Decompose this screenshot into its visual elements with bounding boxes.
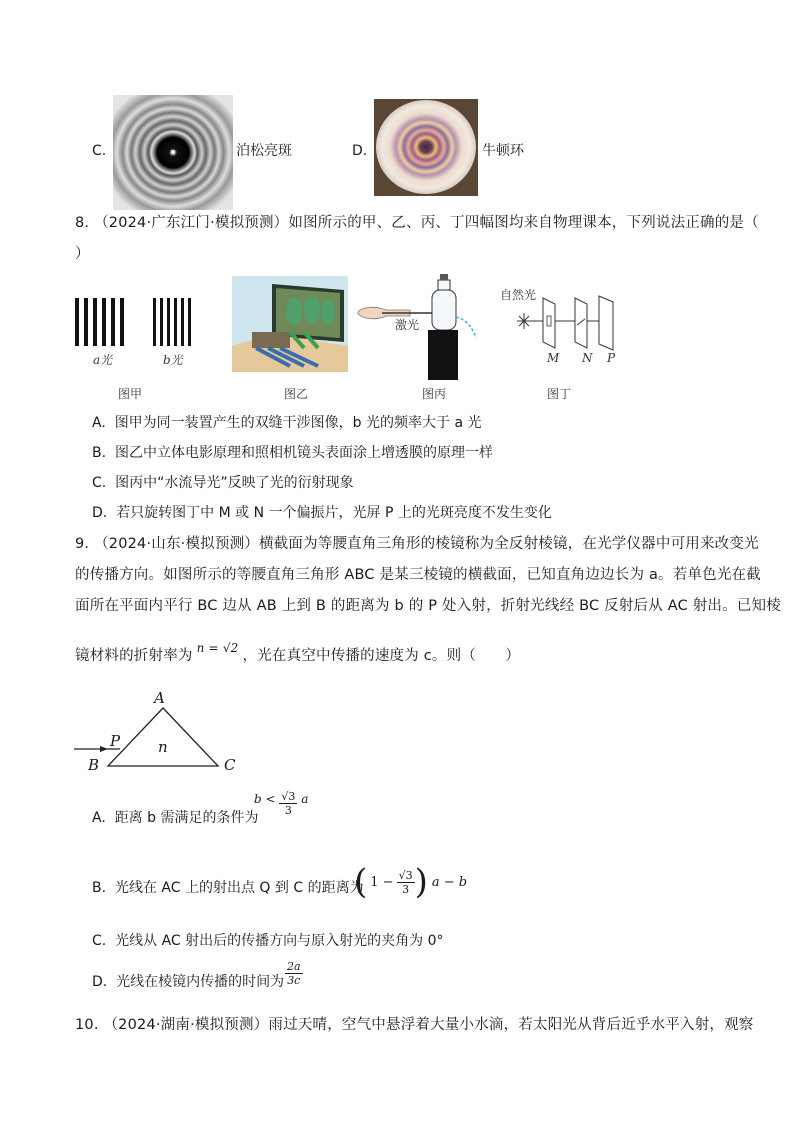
poisson-spot-image — [113, 95, 233, 210]
q9-stem-line3: 面所在平面内平行 BC 边从 AB 上到 B 的距离为 b 的 P 处入射，折射光线经 BC 反射后从 AC 射出。已知棱 — [75, 598, 781, 614]
caption-bing: 图丙 — [422, 387, 447, 401]
q8-number: 8. — [75, 215, 90, 231]
q8-source: （2024·广东江门·模拟预测） — [94, 215, 289, 231]
q8-stem-line1: 如图所示的甲、乙、丙、丁四幅图均来自物理课本，下列说法正确的是（ — [288, 215, 759, 231]
q8-stem — [75, 213, 759, 233]
q8-stem-line2: ） — [75, 246, 90, 262]
q9-option-a-formula: b < $\frac{√3}{3}$ a — [254, 790, 309, 817]
q7-option-c-letter: C. — [92, 143, 107, 159]
point-p: P — [110, 732, 121, 750]
q9-stem-line1: 9. （2024·山东·模拟预测）横截面为等腰直角三角形的棱镜称为全反射棱镜，在光学仪器中可用来改变光 — [75, 536, 759, 552]
vertex-c: C — [224, 756, 236, 774]
caption-ding: 图丁 — [547, 387, 572, 401]
laser-label: 激光 — [395, 318, 420, 332]
q9-option-b-formula: ( 1 − $\frac{√3}{3}$ ) a − b — [354, 862, 468, 902]
polarizer-n-label: N — [582, 351, 593, 365]
newton-rings-label: 牛顿环 — [482, 143, 524, 159]
b-light-label: b光 — [163, 353, 183, 367]
q9-option-b: B. 光线在 AC 上的射出点 Q 到 C 的距离为 — [92, 880, 364, 896]
q8-option-c: C. 图丙中“水流导光”反映了光的衍射现象 — [92, 475, 354, 491]
polarizer-m-label: M — [547, 351, 560, 365]
vertex-b: B — [88, 756, 100, 774]
newton-rings-image — [374, 99, 478, 196]
q9-number: 9. — [75, 536, 90, 552]
poisson-spot-label: 泊松亮斑 — [236, 143, 292, 159]
vertex-a: A — [154, 689, 165, 707]
q9-option-c: C. 光线从 AC 射出后的传播方向与原入射光的夹角为 0° — [92, 933, 444, 949]
q10-source: （2024·湖南·模拟预测） — [103, 1017, 269, 1033]
q10-stem: 10. （2024·湖南·模拟预测）雨过天晴，空气中悬浮着大量小水滴，若太阳光从背后近乎水平入射，观察 — [75, 1017, 754, 1033]
a-light-label: a光 — [93, 353, 113, 367]
q9-source: （2024·山东·模拟预测） — [94, 536, 259, 552]
q8-option-d: D. 若只旋转图丁中 M 或 N 一个偏振片，光屏 P 上的光斑亮度不发生变化 — [92, 505, 552, 521]
q9-stem-line2: 的传播方向。如图所示的等腰直角三角形 ABC 是某三棱镜的横截面，已知直角边边长为 a。若单色光在截 — [75, 567, 761, 583]
screen-p-label: P — [607, 351, 616, 365]
q8-option-b: B. 图乙中立体电影原理和照相机镜头表面涂上增透膜的原理一样 — [92, 445, 493, 461]
figure-yi-3d-cinema — [232, 276, 348, 372]
q9-option-d-formula: $\frac{2a}{3c}$ — [287, 960, 301, 987]
figure-jia-fringes — [75, 298, 215, 352]
q10-number: 10. — [75, 1017, 99, 1033]
q9-stem-line4: 镜材料的折射率为 $^{n = √2}$ ，光在真空中传播的速度为 c。则（ ） — [75, 641, 521, 664]
caption-yi: 图乙 — [284, 387, 309, 401]
caption-jia: 图甲 — [118, 387, 143, 401]
natural-light-label: 自然光 — [500, 288, 537, 302]
q8-option-a: A. 图甲为同一装置产生的双缝干涉图像，b 光的频率大于 a 光 — [92, 415, 482, 431]
index-n-label: n — [158, 738, 168, 756]
refractive-index-formula: n = √2 — [196, 641, 239, 655]
q9-option-a: A. 距离 b 需满足的条件为 — [92, 810, 259, 826]
figure-ding-polarizers — [515, 292, 625, 356]
q7-option-d-letter: D. — [352, 143, 368, 159]
q9-option-d: D. 光线在棱镜内传播的时间为 — [92, 974, 285, 990]
